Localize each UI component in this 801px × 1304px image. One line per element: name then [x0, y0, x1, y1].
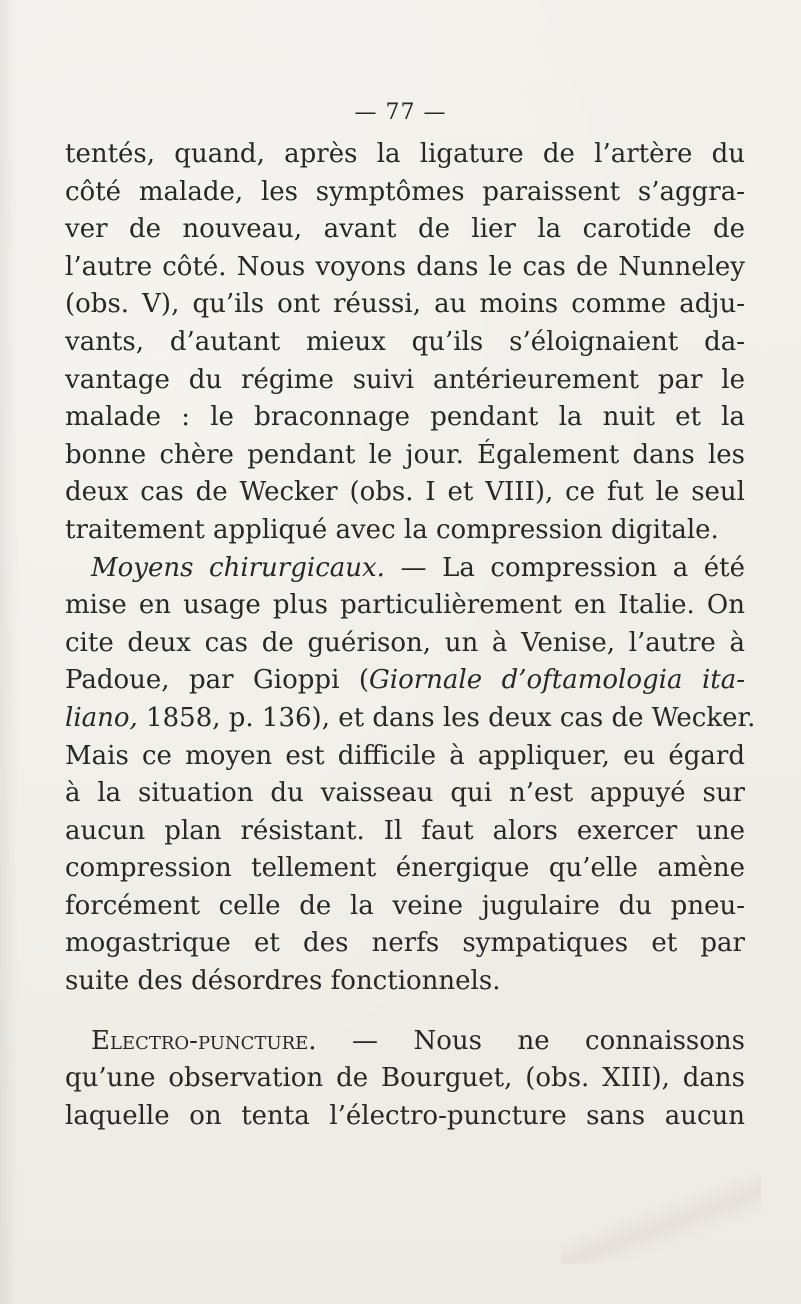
- journal-title: Giornale d’oftamologia ita-: [369, 665, 745, 696]
- text-line: côté malade, les symptômes paraissent s’aggra-: [65, 176, 745, 207]
- text-line: forcément celle de la veine jugulaire du pneu-: [65, 890, 745, 921]
- text-line: cite deux cas de guérison, un à Venise, l’autre à: [65, 627, 745, 658]
- text-fragment: 1858, p. 136), et dans les deux cas de Wecker.: [137, 702, 756, 733]
- paragraph-line: [65, 662, 745, 700]
- paragraph-line: [65, 700, 756, 738]
- journal-title: liano,: [65, 702, 138, 733]
- paper-stain: [561, 1174, 761, 1264]
- text-fragment: Padoue, par Gioppi (: [65, 665, 370, 696]
- text-line: (obs. V), qu’ils ont réussi, au moins comme adju-: [65, 289, 745, 320]
- text-line: vantage du régime suivi antérieurement par le: [65, 364, 745, 395]
- text-line: deux cas de Wecker (obs. I et VIII), ce fut le seul: [65, 477, 745, 508]
- text-fragment: — Nous ne connaissons: [316, 1025, 745, 1056]
- text-line: aucun plan résistant. Il faut alors exercer une: [65, 815, 745, 846]
- page-number: — 77 —: [354, 100, 447, 125]
- text-line: ver de nouveau, avant de lier la carotide de: [65, 214, 745, 245]
- text-line: bonne chère pendant le jour. Également dans les: [65, 439, 745, 470]
- text-fragment: — La compression a été: [384, 552, 746, 583]
- text-line: Mais ce moyen est difficile à appliquer, eu égard: [65, 740, 745, 771]
- text-line: traitement appliqué avec la compression digitale.: [65, 514, 719, 545]
- text-line: à la situation du vaisseau qui n’est appuyé sur: [65, 778, 745, 809]
- text-line: mise en usage plus particulièrement en Italie. On: [65, 590, 745, 621]
- body-text: [65, 136, 756, 1135]
- text-line: suite des désordres fonctionnels.: [65, 966, 501, 997]
- section-heading-moyens: Moyens chirurgicaux.: [91, 552, 385, 583]
- text-line: tentés, quand, après la ligature de l’artère du: [65, 139, 745, 169]
- paragraph-line: [65, 550, 745, 588]
- text-line: malade : le braconnage pendant la nuit et la: [65, 402, 745, 433]
- section-heading-electro: Electro-puncture.: [91, 1025, 317, 1056]
- text-line: laquelle on tenta l’électro-puncture sans aucun: [65, 1100, 745, 1131]
- text-line: mogastrique et des nerfs sympatiques et par: [65, 928, 745, 959]
- paragraph-gap: [65, 1001, 745, 1023]
- text-line: compression tellement énergique qu’elle amène: [65, 853, 745, 884]
- paragraph-line: [65, 1023, 745, 1061]
- text-line: vants, d’autant mieux qu’ils s’éloignaient da-: [65, 326, 745, 357]
- text-line: qu’une observation de Bourguet, (obs. XIII), dans: [65, 1063, 745, 1094]
- text-line: l’autre côté. Nous voyons dans le cas de Nunneley: [65, 251, 745, 282]
- page-edge-shadow: [0, 0, 18, 1304]
